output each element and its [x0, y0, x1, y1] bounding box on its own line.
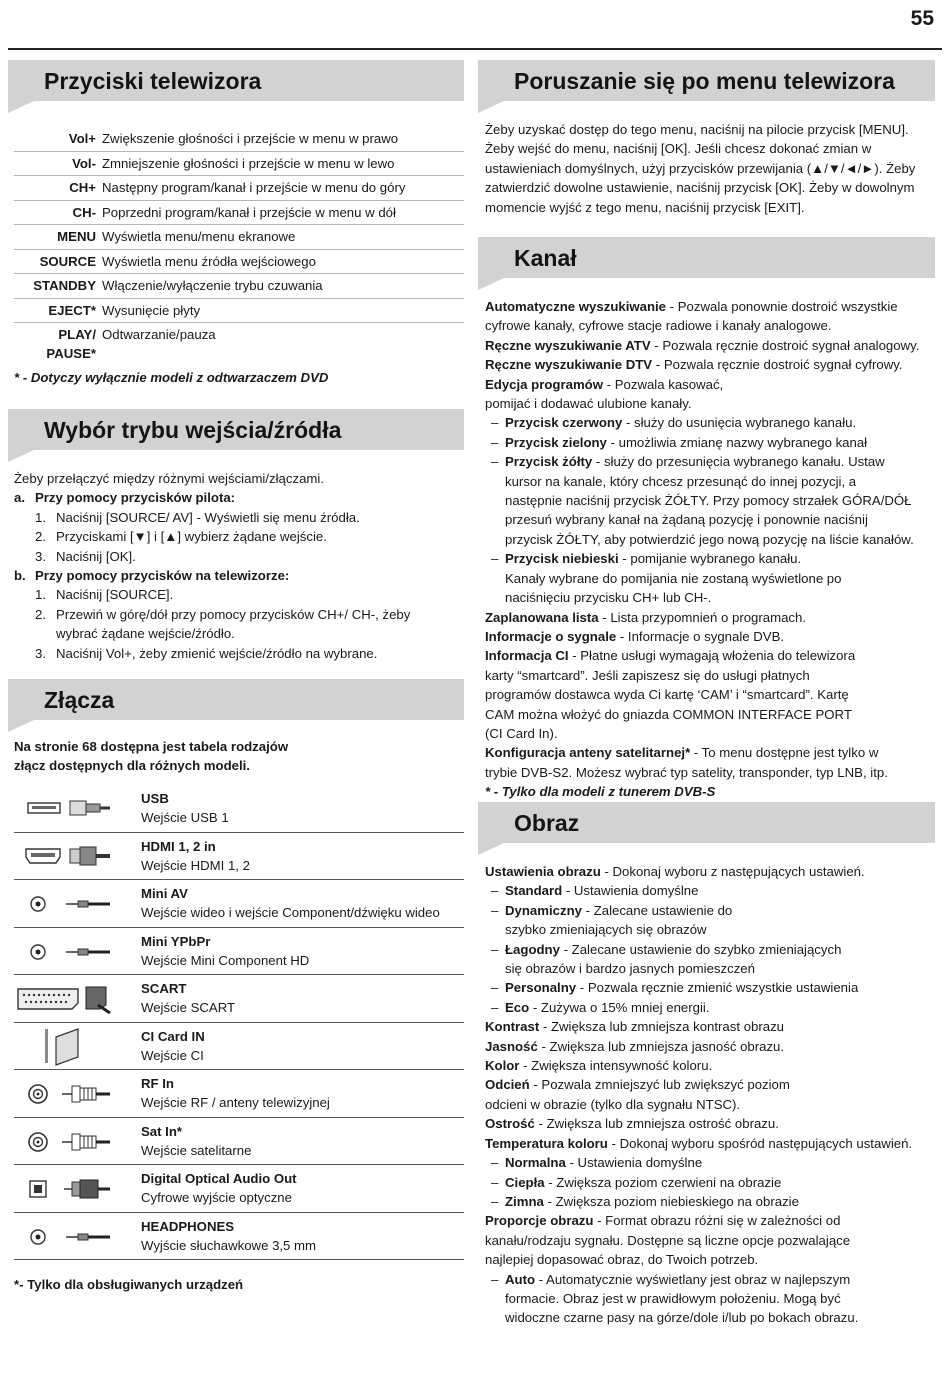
buttons-title: Przyciski telewizora: [44, 68, 262, 94]
button-row: STANDBY Włączenie/wyłączenie trybu czuwania: [14, 274, 464, 299]
menu-nav-title: Poruszanie się po menu telewizora: [514, 68, 895, 94]
channel-title: Kanał: [514, 245, 577, 271]
scart-icon: [14, 975, 141, 1022]
input-intro: Żeby przełączyć między różnymi wejściami/złączami.: [14, 471, 324, 486]
button-row: EJECT* Wysunięcie płyty: [14, 299, 464, 324]
connectors-title: Złącza: [44, 687, 115, 713]
button-row: SOURCE Wyświetla menu źródła wejściowego: [14, 250, 464, 275]
page-number: 55: [910, 7, 934, 30]
optical-icon: [14, 1165, 141, 1212]
connector-row: Mini AV Wejście wideo i wejście Component/dźwięku wideo: [14, 880, 464, 928]
connector-row: USB Wejście USB 1: [14, 785, 464, 833]
picture-body: Ustawienia obrazu - Dokonaj wyboru z następujących ustawień. – Standard - Ustawienia domyślne – Dynamiczny - Zalecane ustawienie do szybko zmieniających się obrazów – Łagodny - Zalecane ustawienie do szybko zmieniających się obrazów i bardzo jasnych pomieszczeń – Personalny - Pozwala ręcznie zmienić wszystkie ustawienia – Eco - Zużywa o 15% mniej energii. Kontrast - Zwiększa lub zmniejsza kontrast obrazu Jasność - Zwiększa lub zmniejsza jasność obrazu. Kolor - Zwiększa intensywność koloru. Odcień - Pozwala zmniejszyć lub zwiększyć poziom odcieni w obrazie (tylko dla sygnału NTSC). Ostrość - Zwiększa lub zmniejsza ostrość obrazu. Temperatura koloru - Dokonaj wyboru spośród następujących ustawień. – Normalna - Ustawienia domyślne – Ciepła - Zwiększa poziom czerwieni na obrazie – Zimna - Zwiększa poziom niebieskiego na obrazie Proporcje obrazu - Format obrazu różni się w zależności od kanału/rodzaju sygnału. Dostępne są liczne opcje pozwalające najlepiej dopasować obraz, do Twoich potrzeb. – Auto - Automatycznie wyświetlany jest obraz w najlepszym formacie. Obraz jest w prawidłowym położeniu. Mogą być widoczne czarne pasy na górze/dole i/lub po bokach obrazu.: [485, 864, 913, 1326]
input-body: Żeby przełączyć między różnymi wejściami/złączami. a. Przy pomocy przycisków pilota: 1. Naciśnij [SOURCE/ AV] - Wyświetli się menu źródła. 2. Przyciskami [▼] i [▲] wybierz żądane wejście. 3. Naciśnij [OK]. b. Przy pomocy przycisków na telewizorze: 1. Naciśnij [SOURCE]. 2. Przewiń w górę/dół przy pomocy przycisków CH+/ CH-, żeby wybrać żądane wejście/źródło. 3. Naciśnij Vol+, żeby zmienić wejście/źródło na wybrane.: [14, 469, 464, 663]
mini-av-icon: [14, 880, 141, 927]
input-title: Wybór trybu wejścia/źródła: [44, 417, 342, 443]
button-row: MENU Wyświetla menu/menu ekranowe: [14, 225, 464, 250]
connector-row: RF In Wejście RF / anteny telewizyjnej: [14, 1070, 464, 1118]
connector-row: Sat In* Wejście satelitarne: [14, 1118, 464, 1166]
channel-header: [478, 237, 935, 278]
picture-title: Obraz: [514, 810, 580, 836]
connector-row: Digital Optical Audio Out Cyfrowe wyjście optyczne: [14, 1165, 464, 1213]
picture-header: [478, 802, 935, 843]
ci-card-icon: [14, 1023, 141, 1070]
menu-nav-header: [478, 60, 935, 101]
connector-row: Mini YPbPr Wejście Mini Component HD: [14, 928, 464, 976]
connectors-intro: Na stronie 68 dostępna jest tabela rodzajów złącz dostępnych dla różnych modeli.: [14, 739, 289, 774]
buttons-header: [8, 60, 464, 101]
connectors-note: *- Tylko dla obsługiwanych urządzeń: [14, 1277, 244, 1292]
button-row: CH+ Następny program/kanał i przejście w menu do góry: [14, 176, 464, 201]
input-header: [8, 409, 464, 450]
connector-row: HDMI 1, 2 in Wejście HDMI 1, 2: [14, 833, 464, 881]
button-row: Vol+ Zwiększenie głośności i przejście w menu w prawo: [14, 127, 464, 152]
connectors-header: [8, 679, 464, 720]
input-b-steps: 1. Naciśnij [SOURCE]. 2. Przewiń w górę/dół przy pomocy przycisków CH+/ CH-, żeby wybrać żądane wejście/źródło. 3. Naciśnij Vol+, żeby zmienić wejście/źródło na wybrane.: [35, 587, 411, 661]
hdmi-icon: [14, 833, 141, 880]
input-a-title: Przy pomocy przycisków pilota:: [35, 490, 236, 506]
buttons-note: * - Dotyczy wyłącznie modeli z odtwarzaczem DVD: [14, 370, 329, 385]
button-row: CH- Poprzedni program/kanał i przejście w menu w dół: [14, 201, 464, 226]
connector-row: SCART Wejście SCART: [14, 975, 464, 1023]
top-rule: [8, 48, 942, 50]
connector-row: CI Card IN Wejście CI: [14, 1023, 464, 1071]
menu-nav-text: Żeby uzyskać dostęp do tego menu, naciśnij na pilocie przycisk [MENU]. Żeby wejść do menu, naciśnij [OK]. Jeśli chcesz dokonać zmian w ustawieniach domyślnych, użyj przycisków przewijania (▲/▼/◄/►). Żeby zatwierdzić dowolne ustawienie, naciśnij przycisk [OK]. Żeby w dowolnym momencie wyjść z tego menu, naciśnij przycisk [EXIT].: [485, 122, 916, 215]
mini-ypbpr-icon: [14, 928, 141, 975]
channel-body: Automatyczne wyszukiwanie - Pozwala ponownie dostroić wszystkie cyfrowe kanały, cyfrowe stacje radiowe i kanały analogowe. Ręczne wyszukiwanie ATV - Pozwala ręcznie dostroić sygnał analogowy. Ręczne wyszukiwanie DTV - Pozwala ręcznie dostroić sygnał cyfrowy. Edycja programów - Pozwala kasować, pomijać i dodawać ulubione kanały. – Przycisk czerwony - służy do usunięcia wybranego kanału. – Przycisk zielony - umożliwia zmianę nazwy wybranego kanał – Przycisk żółty - służy do przesunięcia wybranego kanału. Ustaw kursor na kanale, który chcesz przesunąć do innej pozycji, a następnie naciśnij przycisk ŻÓŁTY. Przy pomocy strzałek GÓRA/DÓŁ przesuń wybrany kanał na żądaną pozycję i ponownie naciśnij przycisk ŻÓŁTY, aby potwierdzić jego nową pozycję na liście kanałów. – Przycisk niebieski - pomijanie wybranego kanału. Kanały wybrane do pomijania nie zostaną wyświetlone po naciśnięciu przycisku CH+ lub CH-. Zaplanowana lista - Lista przypomnień o programach. Informacje o sygnale - Informacje o sygnale DVB. Informacja CI - Płatne usługi wymagają włożenia do telewizora karty “smartcard”. Jeśli zapiszesz się do usługi płatnych programów dostawca wyda Ci kartę ‘CAM’ i “smartcard”. Kartę CAM można włożyć do gniazda COMMON INTERFACE PORT (CI Card In). Konfiguracja anteny satelitarnej* - To menu dostępne jest tylko w trybie DVB-S2. Możesz wybrać typ satelity, transponder, typ LNB, itp. * - Tylko dla modeli z tunerem DVB-S: [485, 299, 920, 800]
sat-icon: [14, 1118, 141, 1165]
input-b-title: Przy pomocy przycisków na telewizorze:: [35, 568, 290, 584]
headphones-icon: [14, 1213, 141, 1260]
rf-icon: [14, 1070, 141, 1117]
usb-icon: [14, 785, 141, 832]
button-row: Vol- Zmniejszenie głośności i przejście w menu w lewo: [14, 152, 464, 177]
connectors-table: [14, 785, 464, 1260]
input-a-steps: 1. Naciśnij [SOURCE/ AV] - Wyświetli się menu źródła. 2. Przyciskami [▼] i [▲] wybierz żądane wejście. 3. Naciśnij [OK].: [35, 509, 360, 564]
connector-row: HEADPHONES Wyjście słuchawkowe 3,5 mm: [14, 1213, 464, 1261]
button-row: PLAY/ PAUSE* Odtwarzanie/pauza: [46, 327, 216, 362]
buttons-table: [14, 127, 464, 364]
